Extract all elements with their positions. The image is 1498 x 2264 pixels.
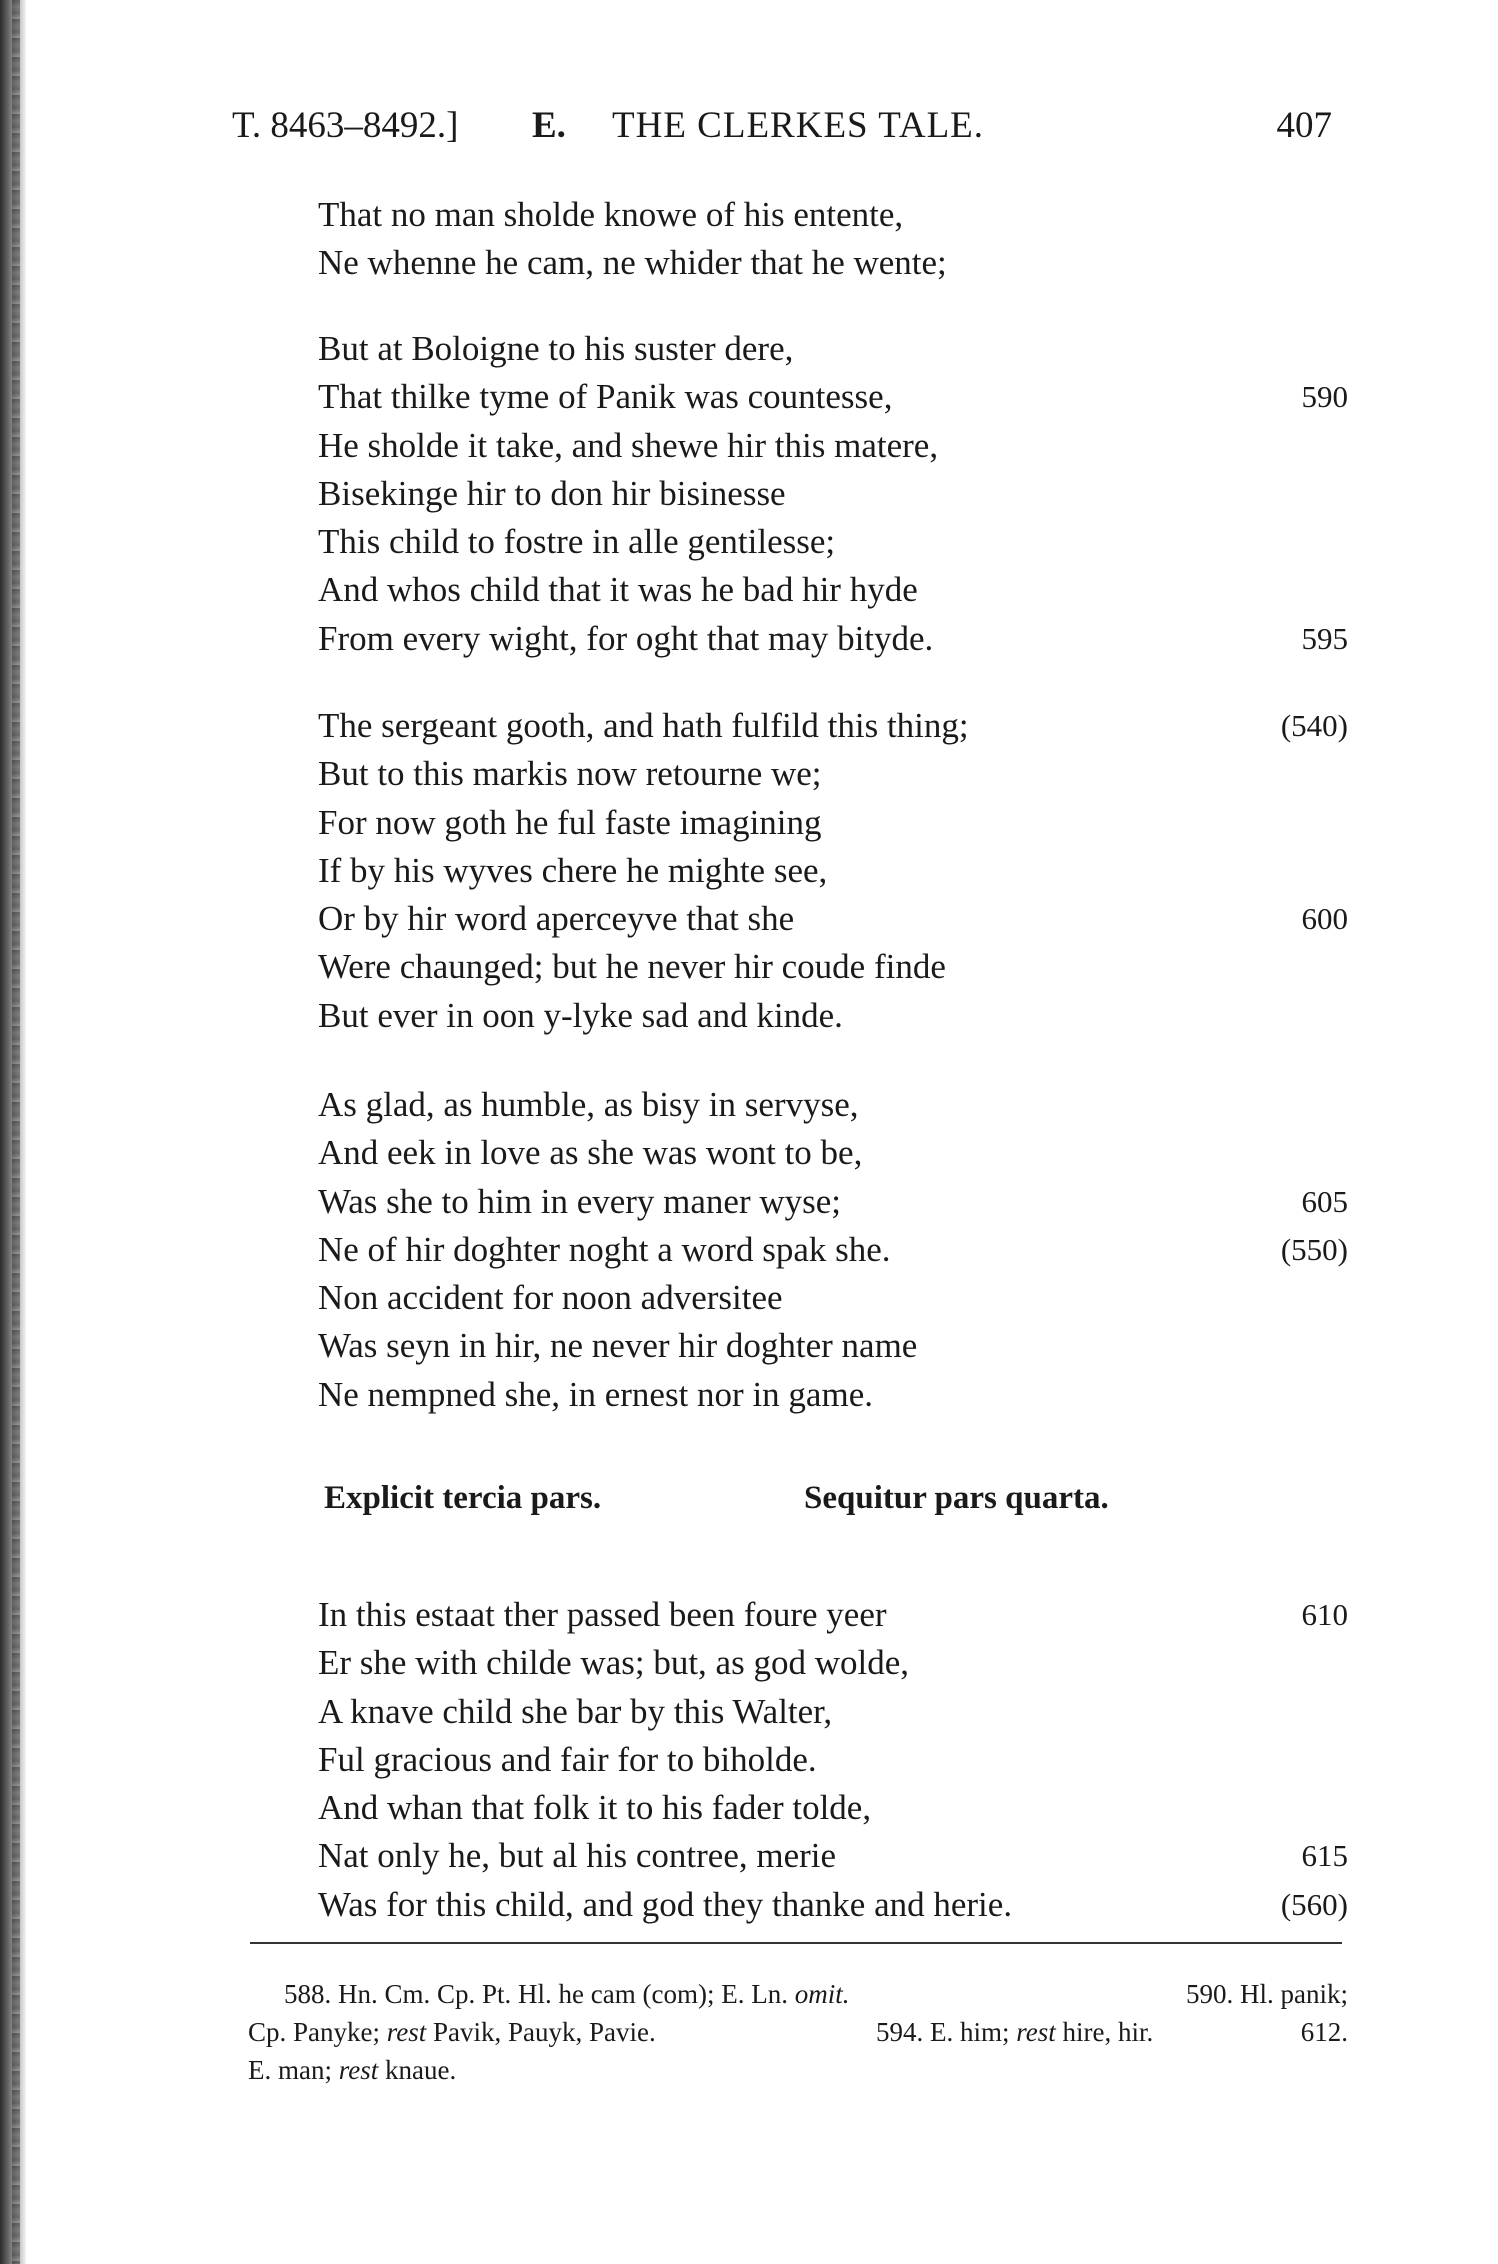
footnote-text: E. man; <box>248 2055 339 2085</box>
footnote-588 <box>284 1975 849 2013</box>
verse-text: This child to fostre in alle gentilesse; <box>318 522 836 562</box>
footnote-612-cont <box>248 2051 456 2089</box>
verse-text: If by his wyves chere he mighte see, <box>318 850 828 890</box>
verse-text: Ful gracious and fair for to biholde. <box>318 1739 817 1779</box>
verse-line <box>318 518 1348 566</box>
footnote-line <box>248 2013 1348 2051</box>
verse-text: A knave child she bar by this Walter, <box>318 1691 833 1731</box>
footnote-italic: omit. <box>794 1979 850 2009</box>
verse-text: He sholde it take, and shewe hir this matere, <box>318 425 939 465</box>
verse-line <box>318 373 1348 421</box>
stanza-1 <box>318 191 1348 288</box>
verse-text: But ever in oon y-lyke sad and kinde. <box>318 995 843 1035</box>
footnote-590: 590. Hl. panik; <box>1186 1979 1348 2009</box>
verse-text: And eek in love as she was wont to be, <box>318 1133 863 1173</box>
verse-line <box>318 470 1348 518</box>
verse-text: That thilke tyme of Panik was countesse, <box>318 377 893 417</box>
verse-text: That no man sholde knowe of his entente, <box>318 195 904 234</box>
verse-text: Non accident for noon adversitee <box>318 1278 783 1318</box>
verse-text: But to this markis now retourne we; <box>318 754 822 794</box>
line-number: 590 <box>1301 379 1348 415</box>
verse-line <box>318 847 1348 895</box>
verse-line <box>318 1226 1348 1274</box>
header-line-reference: T. 8463–8492.] <box>232 105 459 146</box>
verse-line <box>318 422 1348 470</box>
verse-line <box>318 1784 1348 1832</box>
verse-text: The sergeant gooth, and hath fulfild this thing; <box>318 706 969 745</box>
stanza-5 <box>318 1591 1348 1929</box>
verse-line <box>318 943 1348 991</box>
verse-line <box>318 1371 1348 1419</box>
verse-text: Were chaunged; but he never hir coude finde <box>318 947 946 987</box>
verse-line <box>318 615 1348 663</box>
verse-text: Or by hir word aperceyve that she <box>318 899 795 939</box>
verse-line <box>318 1322 1348 1370</box>
footnote-rule <box>250 1942 1342 1944</box>
line-number: 615 <box>1301 1838 1348 1874</box>
footnote-italic: rest <box>1016 2017 1056 2047</box>
verse-line <box>318 191 1348 239</box>
verse-line <box>318 895 1348 943</box>
verse-line <box>318 1832 1348 1880</box>
explicit-label: Explicit tercia pars. <box>324 1480 602 1516</box>
line-number: (540) <box>1280 708 1348 743</box>
verse-line <box>318 1081 1348 1129</box>
verse-text: As glad, as humble, as bisy in servyse, <box>318 1085 859 1124</box>
header-title: THE CLERKES TALE. <box>612 105 985 146</box>
line-number: 600 <box>1301 901 1348 937</box>
verse-text: And whos child that it was he bad hir hyde <box>318 570 918 610</box>
line-number: 605 <box>1301 1183 1348 1219</box>
verse-text: For now goth he ful faste imagining <box>318 802 822 842</box>
verse-text: Was for this child, and god they thanke and herie. <box>318 1884 1013 1924</box>
verse-line <box>318 325 1348 373</box>
footnote-text: hire, hir. <box>1055 2017 1154 2047</box>
verse-text: In this estaat ther passed been foure yeer <box>318 1595 887 1634</box>
verse-text: And whan that folk it to his fader tolde, <box>318 1788 872 1828</box>
line-number: (550) <box>1280 1231 1348 1267</box>
stanza-3 <box>318 702 1348 1040</box>
verse-text: Bisekinge hir to don hir bisinesse <box>318 473 786 513</box>
footnote-italic: rest <box>386 2017 427 2047</box>
footnote-text: 594. E. him; <box>876 2017 1017 2047</box>
footnote-text: Cp. Panyke; <box>248 2017 387 2047</box>
footnote-590-cont <box>248 2013 656 2051</box>
footnote-line <box>248 2051 1348 2089</box>
verse-text: Er she with childe was; but, as god wolde, <box>318 1643 910 1683</box>
footnote-line <box>248 1975 1348 2013</box>
verse-line <box>318 750 1348 798</box>
footnote-612: 612. <box>1300 2017 1348 2047</box>
line-number: 595 <box>1301 620 1348 656</box>
stanza-4 <box>318 1081 1348 1419</box>
verse-text: Was she to him in every maner wyse; <box>318 1181 842 1221</box>
line-number: (560) <box>1280 1886 1348 1922</box>
verse-line <box>318 1688 1348 1736</box>
footnote-text: 588. Hn. Cm. Cp. Pt. Hl. he cam (com); E. Ln. <box>284 1979 795 2009</box>
footnote-text: Pavik, Pauyk, Pavie. <box>426 2017 656 2047</box>
footnote-italic: rest <box>338 2055 379 2085</box>
verse-line <box>318 1881 1348 1929</box>
verse-text: Was seyn in hir, ne never hir doghter name <box>318 1326 918 1366</box>
verse-line <box>318 992 1348 1040</box>
verse-text: But at Boloigne to his suster dere, <box>318 329 794 368</box>
sequitur-label: Sequitur pars quarta. <box>804 1480 1109 1516</box>
verse-text: Ne of hir doghter noght a word spak she. <box>318 1229 891 1269</box>
verse-line <box>318 239 1348 287</box>
footnote-text: knaue. <box>378 2055 457 2085</box>
verse-text: Ne nempned she, in ernest nor in game. <box>318 1374 873 1414</box>
verse-line <box>318 1274 1348 1322</box>
verse-line <box>318 1591 1348 1639</box>
verse-line <box>318 1178 1348 1226</box>
footnotes <box>248 1975 1348 2089</box>
verse-text: Nat only he, but al his contree, merie <box>318 1836 837 1876</box>
running-header <box>232 104 1332 158</box>
header-section: E. <box>532 105 566 146</box>
footnote-594 <box>876 2013 1153 2051</box>
verse-line <box>318 702 1348 750</box>
page-number: 407 <box>1276 105 1332 146</box>
verse-text: From every wight, for oght that may bityde. <box>318 618 934 658</box>
verse-line <box>318 1639 1348 1687</box>
stanza-2 <box>318 325 1348 663</box>
verse-line <box>318 566 1348 614</box>
verse-line <box>318 799 1348 847</box>
verse-line <box>318 1736 1348 1784</box>
verse-line <box>318 1129 1348 1177</box>
line-number: 610 <box>1301 1597 1348 1632</box>
book-binding-shadow <box>12 0 20 2264</box>
verse-text: Ne whenne he cam, ne whider that he wente; <box>318 243 947 283</box>
